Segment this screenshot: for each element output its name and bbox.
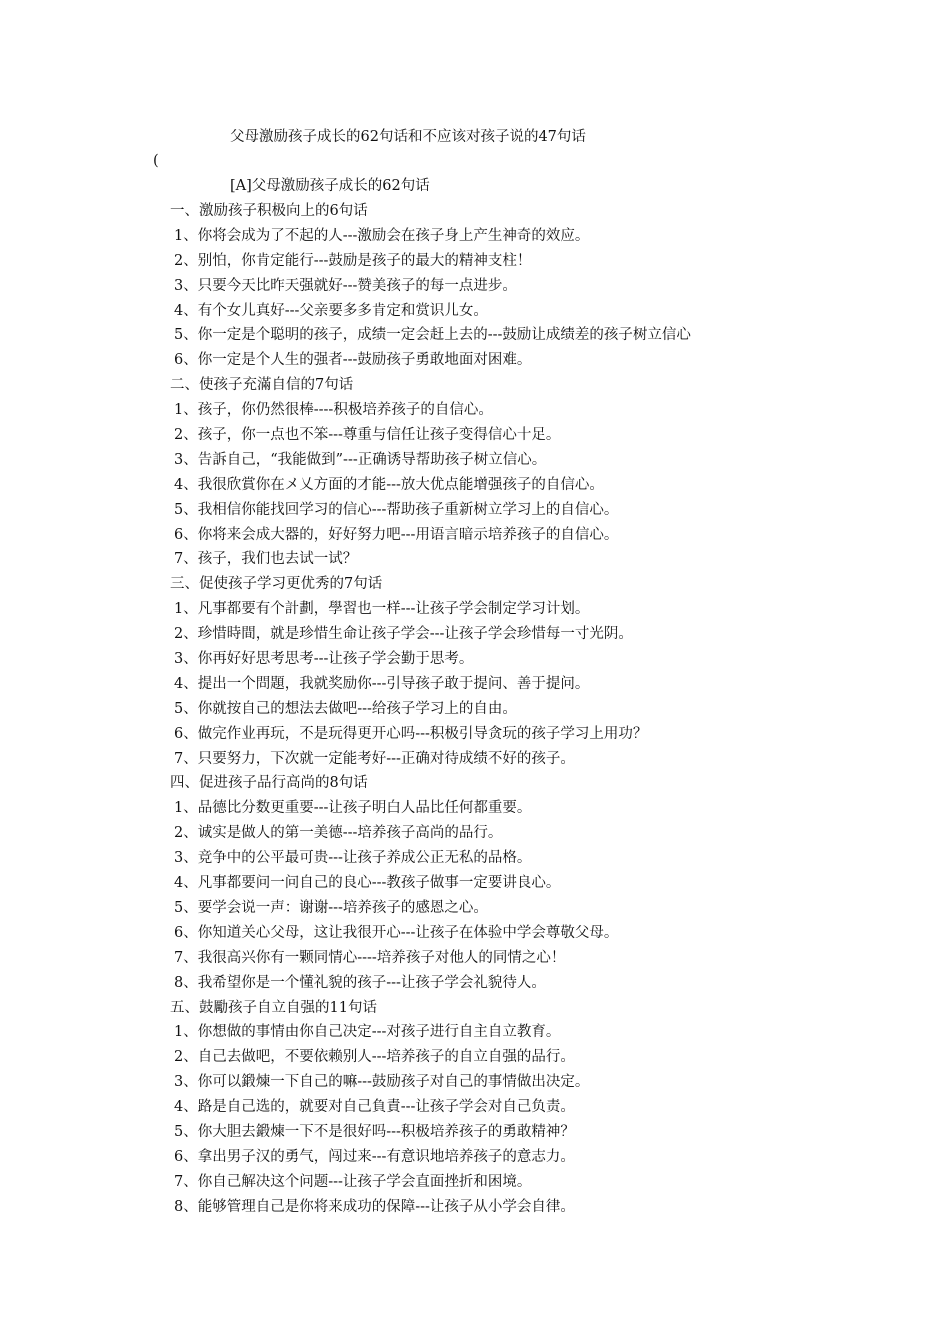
document-title: 父母激励孩子成长的62句话和不应该对孩子说的47句话 xyxy=(230,129,586,145)
list-item: 3、你可以鍛煉一下自己的嘛---鼓励孩子对自己的事情做出决定。 xyxy=(174,1074,590,1091)
list-item: 7、我很高兴你有一颗同情心----培养孩子对他人的同情之心！ xyxy=(174,949,566,966)
section-heading: 二、使孩子充滿自信的7句话 xyxy=(170,377,354,394)
list-item: 6、你一定是个人生的强者---鼓励孩子勇敢地面对困难。 xyxy=(174,352,532,369)
list-item: 6、做完作业再玩，不是玩得更开心吗---积极引导贪玩的孩子学习上用功？ xyxy=(174,725,648,742)
list-item: 7、你自己解决这个问题---让孩子学会直面挫折和困境。 xyxy=(174,1173,532,1190)
list-item: 4、凡事都要问一问自己的良心---教孩子做事一定要讲良心。 xyxy=(174,875,561,892)
list-item: 3、只要今天比昨天强就好---赞美孩子的每一点进步。 xyxy=(174,277,517,294)
list-item: 5、要学会说一声：谢谢---培养孩子的感恩之心。 xyxy=(174,899,488,916)
list-item: 6、你知道关心父母，这让我很开心---让孩子在体验中学会尊敬父母。 xyxy=(174,924,619,941)
list-item: 6、你将来会成大器的，好好努力吧---用语言暗示培养孩子的自信心。 xyxy=(174,526,619,543)
list-item: 4、有个女儿真好---父亲要多多肯定和赏识儿女。 xyxy=(174,302,488,319)
list-item: 1、品德比分数更重要---让孩子明白人品比任何都重要。 xyxy=(174,800,532,817)
part-heading: [A]父母激励孩子成长的62句话 xyxy=(230,178,430,194)
list-item: 1、你想做的事情由你自己决定---对孩子进行自主自立教育。 xyxy=(174,1024,561,1041)
list-item: 5、你一定是个聪明的孩子，成绩一定会赶上去的---鼓励让成绩差的孩子树立信心 xyxy=(174,327,691,344)
list-item: 2、珍惜時間，就是珍惜生命让孩子学会---让孩子学会珍惜每一寸光阴。 xyxy=(174,626,633,643)
list-item: 1、凡事都要有个計劃，學習也一样---让孩子学会制定学习计划。 xyxy=(174,601,590,618)
list-item: 5、你就按自己的想法去做吧---给孩子学习上的自由。 xyxy=(174,700,517,717)
list-item: 4、路是自己选的，就要对自己負責---让孩子学会对自己负责。 xyxy=(174,1099,575,1116)
section-heading: 五、鼓勵孩子自立自强的11句话 xyxy=(170,999,377,1016)
list-item: 1、你将会成为了不起的人---激励会在孩子身上产生神奇的效应。 xyxy=(174,227,590,244)
list-item: 3、你再好好思考思考---让孩子学会勤于思考。 xyxy=(174,651,474,668)
section-heading: 一、激励孩子积极向上的6句话 xyxy=(170,203,368,219)
list-item: 4、我很欣賞你在メ乂方面的才能---放大优点能增强孩子的自信心。 xyxy=(174,476,604,493)
section-heading: 四、促进孩子品行高尚的8句话 xyxy=(170,775,368,792)
list-item: 8、能够管理自己是你将来成功的保障---让孩子从小学会自律。 xyxy=(174,1198,575,1215)
list-item: 6、拿出男子汉的勇气，闯过来---有意识地培养孩子的意志力。 xyxy=(174,1148,575,1165)
list-item: 3、告訴自己，“我能做到”---正确诱导帮助孩子树立信心。 xyxy=(174,451,547,468)
list-item: 2、孩子，你一点也不笨---尊重与信任让孩子变得信心十足。 xyxy=(174,427,561,444)
document-body xyxy=(0,199,950,1220)
list-item: 2、自己去做吧，不要依赖别人---培养孩子的自立自强的品行。 xyxy=(174,1049,575,1066)
list-item: 5、你大胆去鍛煉一下不是很好吗---积极培养孩子的勇敢精神？ xyxy=(174,1123,575,1140)
list-item: 4、提出一个問題，我就奖励你---引导孩子敢于提问、善于提问。 xyxy=(174,675,590,692)
open-paren: ( xyxy=(153,153,159,169)
list-item: 2、诚实是做人的第一美德---培养孩子高尚的品行。 xyxy=(174,825,503,842)
list-item: 1、孩子，你仍然很棒----积极培养孩子的自信心。 xyxy=(174,402,493,419)
list-item: 2、别怕，你肯定能行---鼓励是孩子的最大的精神支柱！ xyxy=(174,252,532,269)
section-heading: 三、促使孩子学习更优秀的7句话 xyxy=(170,576,383,593)
list-item: 8、我希望你是一个懂礼貌的孩子---让孩子学会礼貌待人。 xyxy=(174,974,546,991)
list-item: 7、只要努力，下次就一定能考好---正确对待成绩不好的孩子。 xyxy=(174,750,575,767)
list-item: 5、我相信你能找回学习的信心---帮助孩子重新树立学习上的自信心。 xyxy=(174,501,619,518)
list-item: 3、竞争中的公平最可贵---让孩子养成公正无私的品格。 xyxy=(174,850,532,867)
list-item: 7、孩子，我们也去试一试？ xyxy=(174,551,358,568)
